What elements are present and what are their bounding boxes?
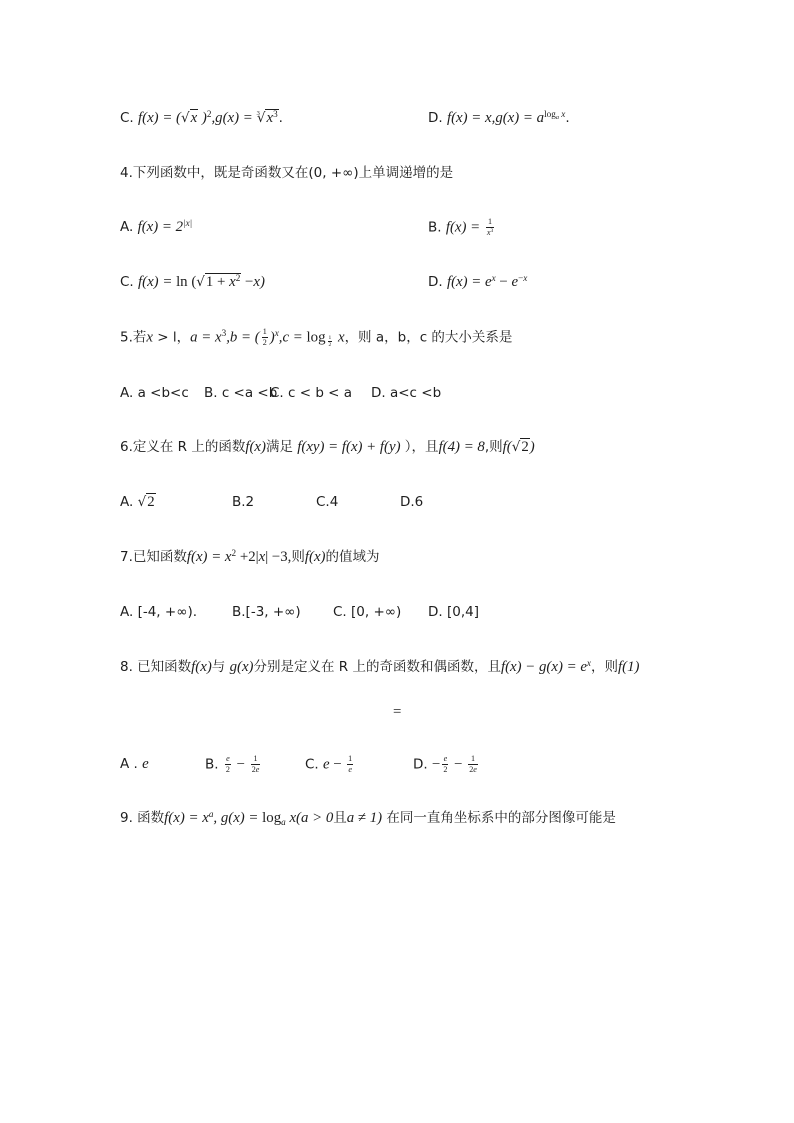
q8-stem-continuation	[393, 702, 401, 722]
q6-stem	[120, 437, 535, 457]
math-run: +2|	[236, 549, 259, 565]
q5-option-a	[120, 383, 189, 403]
text-run: B.	[205, 756, 223, 773]
math-run: e	[511, 274, 519, 290]
math-run: x)	[253, 274, 265, 290]
math-run: e	[473, 764, 477, 774]
math-run: −	[431, 756, 441, 773]
math-run: ln (	[176, 274, 197, 290]
math-run: f(	[502, 439, 512, 455]
math-run: f(x)	[191, 659, 212, 675]
fraction	[468, 754, 478, 775]
math-run: 2	[469, 764, 474, 774]
math-run: 3	[490, 227, 494, 234]
fraction-numerator	[444, 754, 448, 764]
math-run: e	[226, 754, 230, 763]
fraction-denominator	[262, 337, 268, 348]
math-run: log	[262, 810, 282, 826]
superscript	[183, 218, 192, 229]
math-run: )	[269, 329, 275, 346]
fraction	[347, 754, 353, 775]
superscript	[544, 109, 565, 120]
text-run: 与	[211, 659, 230, 675]
text-run: C.	[305, 756, 324, 773]
q6-option-a	[120, 492, 156, 512]
text-run: C.4	[316, 494, 339, 510]
math-run: −	[241, 274, 254, 290]
math-run: f(x) = (	[138, 110, 181, 126]
superscript	[273, 109, 278, 120]
math-run: f(x) − g(x) = e	[500, 659, 587, 675]
text-run: D.6	[400, 494, 424, 510]
math-run: log	[544, 108, 556, 119]
q8-stem	[120, 657, 639, 677]
q5-option-c	[270, 383, 352, 403]
q7-option-a	[120, 602, 197, 622]
text-run: A.	[120, 494, 138, 510]
math-run: a	[208, 808, 214, 819]
q5-option-b	[204, 383, 277, 403]
math-run: ,b = (	[226, 329, 260, 346]
fraction-denominator	[347, 764, 353, 775]
q3-option-c	[120, 108, 283, 128]
text-run: C.	[120, 110, 139, 126]
math-run: 2	[147, 494, 155, 510]
radical-sign	[138, 494, 147, 510]
math-run: 2	[225, 764, 230, 774]
math-run: f(4) = 8	[438, 439, 485, 455]
math-run: ,c =	[278, 329, 307, 346]
square-root	[257, 110, 279, 126]
math-run: x	[229, 274, 236, 290]
math-run: f(x) = x	[164, 810, 209, 826]
fraction	[328, 335, 333, 348]
math-run: x	[274, 328, 279, 339]
q6-option-b	[232, 492, 254, 512]
math-run: x	[190, 110, 198, 126]
fraction-denominator	[468, 764, 478, 775]
text-run: A. [-4, +∞).	[120, 604, 198, 620]
math-run: 1	[348, 754, 353, 763]
text-run: 分别是定义在 R 上的奇函数和偶函数，且	[253, 659, 501, 675]
text-run: 7.已知函数	[120, 549, 187, 565]
text-run: B. c <a <b	[204, 385, 278, 401]
text-run: B.2	[232, 494, 255, 510]
math-run: ,g(x) =	[211, 110, 257, 126]
math-run: | −3,	[265, 549, 292, 565]
math-run: 2	[521, 439, 529, 455]
text-run: .	[565, 110, 570, 126]
math-run: f(x)	[304, 549, 326, 565]
subscript	[326, 336, 335, 347]
fraction-numerator	[263, 327, 267, 337]
fraction	[262, 327, 268, 348]
math-run: =	[393, 704, 402, 720]
text-run: ，则 a，b，c 的大小关系是	[344, 329, 513, 346]
q6-option-c	[316, 492, 338, 512]
math-run: f(x)	[245, 439, 266, 455]
math-run: 2	[231, 547, 237, 558]
math-run: )	[529, 439, 535, 455]
math-run: 1	[262, 327, 267, 336]
math-run: x	[334, 329, 345, 346]
math-run: 3	[221, 328, 227, 339]
text-run: 则	[291, 549, 305, 565]
math-run: x	[258, 549, 266, 565]
q8-option-c	[305, 754, 355, 775]
math-run: 2	[206, 108, 212, 119]
math-run: 1 +	[205, 274, 230, 290]
q7-stem	[120, 547, 380, 567]
q5-option-d	[371, 383, 441, 403]
text-run: ），且	[400, 439, 439, 455]
math-run: −	[329, 756, 346, 773]
fraction	[442, 754, 448, 775]
q4-option-d	[428, 272, 527, 292]
math-run: 1	[488, 217, 493, 226]
math-run: a ≠ 1)	[346, 810, 383, 826]
math-run: x	[146, 329, 153, 346]
radicand	[190, 109, 199, 126]
text-run: D. a<c <b	[371, 385, 442, 401]
text-run: A .	[120, 756, 143, 772]
text-run: B.	[428, 219, 446, 236]
text-run: B.[-3, +∞)	[232, 604, 301, 620]
math-run: −	[232, 756, 249, 773]
radicand	[265, 109, 278, 126]
q4-option-a	[120, 217, 192, 237]
fraction	[251, 754, 261, 775]
math-run: e	[348, 764, 352, 774]
text-run: C. c < b < a	[270, 385, 353, 401]
fraction-denominator	[328, 341, 333, 348]
text-run: 的值域为	[325, 549, 380, 565]
text-run: 且	[333, 810, 347, 826]
math-run: 2	[328, 342, 332, 349]
superscript	[491, 228, 494, 234]
math-run: 2	[251, 764, 256, 774]
text-run: A. a <b<c	[120, 385, 189, 401]
math-run: x	[266, 110, 274, 126]
text-run: ,则	[484, 439, 503, 455]
text-run: 5.若	[120, 329, 147, 346]
radicand	[205, 273, 241, 290]
q6-option-d	[400, 492, 423, 512]
q7-option-c	[333, 602, 401, 622]
math-run: a	[555, 113, 559, 121]
math-run: e	[255, 764, 260, 774]
text-run: A.	[120, 219, 138, 235]
fraction-denominator	[486, 227, 494, 238]
math-run: , g(x) =	[213, 810, 263, 826]
text-run: ，则	[591, 659, 618, 675]
math-run: f(1)	[618, 659, 640, 675]
q8-option-d	[413, 754, 480, 775]
math-run: x	[586, 657, 591, 668]
q9-stem	[120, 808, 616, 828]
square-root	[181, 110, 198, 126]
math-run: 3	[273, 108, 278, 119]
root-index: 3	[256, 110, 260, 118]
square-root	[512, 439, 530, 455]
math-run: g(x)	[229, 659, 254, 675]
q7-option-b	[232, 602, 301, 622]
q4-stem	[120, 163, 453, 183]
math-run: e	[443, 754, 448, 763]
math-run: f(x) = x,g(x) = a	[446, 110, 545, 126]
fraction-numerator	[348, 754, 352, 764]
text-run: D.	[428, 110, 447, 126]
q8-option-a	[120, 754, 149, 774]
math-run: 1	[471, 754, 476, 763]
superscript	[518, 273, 527, 284]
math-run: a = x	[190, 329, 222, 346]
math-run: 2	[443, 764, 448, 774]
math-run: f(x) =	[445, 219, 484, 236]
fraction-denominator	[251, 764, 261, 775]
fraction	[225, 754, 231, 775]
radical-sign	[196, 274, 205, 290]
math-run: 2	[262, 337, 267, 347]
square-root	[196, 274, 241, 290]
text-run: C.	[120, 274, 139, 290]
text-run: 9. 函数	[120, 810, 165, 826]
radicand	[520, 438, 529, 455]
fraction-numerator	[488, 217, 492, 227]
math-run: x	[558, 108, 566, 119]
fraction-denominator	[442, 764, 448, 775]
fraction	[486, 217, 494, 238]
q7-option-d	[428, 602, 479, 622]
math-run: f(xy) = f(x) + f(y)	[297, 439, 401, 455]
math-run: e	[142, 756, 149, 772]
square-root	[138, 494, 156, 510]
math-run: f(x) = x	[186, 549, 232, 565]
text-run: 6.定义在 R 上的函数	[120, 439, 246, 455]
q8-option-b	[205, 754, 262, 775]
math-run: 2	[235, 272, 241, 283]
text-run: 8. 已知函数	[120, 659, 192, 675]
radicand	[146, 493, 155, 510]
math-run: )	[198, 110, 207, 126]
math-run: f(x) = e	[446, 274, 492, 290]
radical-sign	[181, 110, 190, 126]
math-run: f(x) =	[138, 274, 177, 290]
text-run: > l，	[152, 329, 191, 346]
math-run: |x|	[183, 217, 193, 228]
q4-option-b	[428, 217, 496, 238]
math-run: 1	[328, 335, 332, 342]
q4-option-c	[120, 272, 265, 292]
fraction-numerator	[254, 754, 258, 764]
text-run: D.	[428, 274, 447, 290]
math-run: log	[306, 329, 326, 346]
math-run: x	[486, 227, 491, 237]
text-run: 在同一直角坐标系中的部分图像可能是	[382, 810, 616, 826]
math-run: 1	[253, 754, 258, 763]
text-run: 4.下列函数中，既是奇函数又在(0, +∞)上单调递增的是	[120, 165, 454, 181]
text-run: D.	[413, 756, 432, 773]
fraction-denominator	[225, 764, 231, 775]
math-run: x	[491, 272, 496, 283]
text-run: .	[278, 110, 283, 126]
math-run: f(x) = 2	[137, 219, 184, 235]
superscript	[236, 273, 241, 284]
math-run: a	[281, 816, 286, 827]
math-run: −	[450, 756, 467, 773]
math-run: x(a > 0	[285, 810, 334, 826]
math-run: e	[323, 756, 330, 773]
text-run: C. [0, +∞)	[333, 604, 402, 620]
math-run: x	[523, 272, 528, 283]
q5-stem	[120, 327, 512, 348]
math-run: −	[518, 272, 524, 283]
fraction-numerator	[226, 754, 230, 764]
q3-option-d	[428, 108, 570, 128]
fraction-numerator	[471, 754, 475, 764]
text-run: D. [0,4]	[428, 604, 479, 620]
math-run: −	[495, 274, 512, 290]
text-run: 满足	[265, 439, 298, 455]
